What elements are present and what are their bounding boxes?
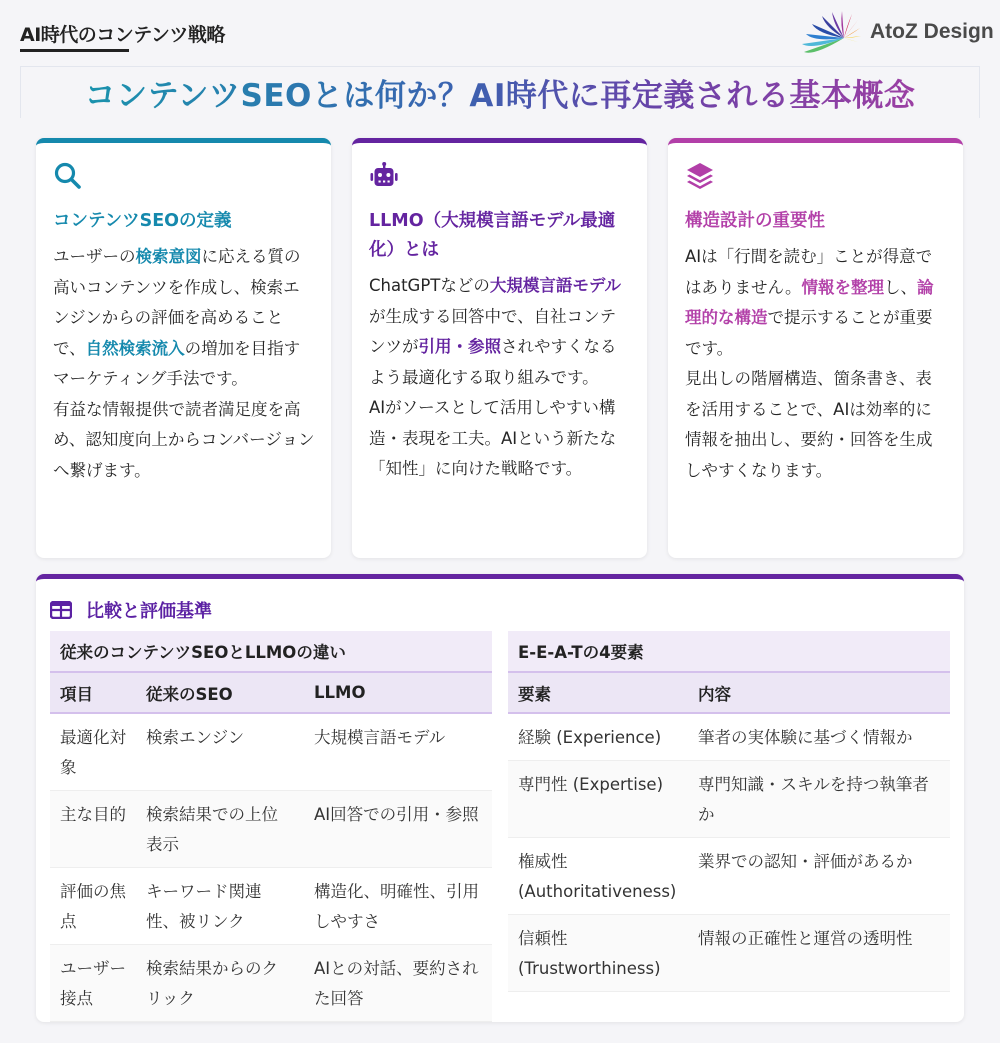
table-cell: 専門性 (Expertise) [508, 761, 688, 838]
body-text: 有益な情報提供で読者満足度を高め、認知度向上からコンバージョンへ繋げます。 [53, 399, 315, 480]
table-cell: AI回答での引用・参照 [304, 791, 492, 868]
table-row [508, 838, 950, 915]
table-cell: 信頼性 (Trustworthiness) [508, 915, 688, 992]
section-title-underline [20, 49, 129, 52]
seo-vs-llmo-table [50, 631, 492, 1022]
brand-logo[interactable] [800, 8, 994, 56]
card-structure-design [668, 138, 963, 558]
body-text: 見出しの階層構造、箇条書き、表を活用することで、AIは効率的に情報を抽出し、要約・回答を生成しやすくなります。 [685, 369, 933, 480]
table-cell: 情報の正確性と運営の透明性 [688, 915, 950, 992]
page-title: コンテンツSEOとは何か？AI時代に再定義される基本概念 [85, 70, 916, 115]
body-text: AIは「行間を読む」ことが得意ではありません。 [685, 247, 933, 297]
highlight-term: 検索意図 [135, 247, 202, 266]
eeat-table [508, 631, 950, 992]
body-text: されやすくなるよう最適化する取り組みです。 [369, 337, 617, 387]
comparison-title: 比較と評価基準 [86, 601, 212, 622]
card-body [369, 271, 631, 485]
highlight-term: 論理的な構造 [685, 277, 934, 327]
robot-icon [369, 161, 405, 197]
card-title: コンテンツSEOの定義 [53, 211, 232, 231]
table-cell: AIとの対話、要約された回答 [304, 945, 492, 1022]
card-title: LLMO（大規模言語モデル最適化）とは [369, 211, 616, 260]
flower-logo-icon [800, 8, 862, 56]
table-row [508, 761, 950, 838]
table-cell: 専門知識・スキルを持つ執筆者か [688, 761, 950, 838]
table-row [508, 713, 950, 761]
column-header: 従来のSEO [136, 672, 304, 713]
table-cell: 主な目的 [50, 791, 136, 868]
column-header: 要素 [508, 672, 688, 713]
table-row [50, 945, 492, 1022]
table-cell: 構造化、明確性、引用しやすさ [304, 868, 492, 945]
table-cell: キーワード関連性、被リンク [136, 868, 304, 945]
highlight-term: 大規模言語モデル [489, 276, 622, 295]
table-cell: 検索エンジン [136, 713, 304, 791]
table-cell: ユーザー接点 [50, 945, 136, 1022]
body-text: の増加を目指すマーケティング手法です。 [53, 338, 301, 388]
body-text: ChatGPTなどの [369, 276, 490, 295]
table-cell: 業界での認知・評価があるか [688, 838, 950, 915]
body-text: で提示することが重要です。 [685, 308, 933, 358]
table-caption: 従来のコンテンツSEOとLLMOの違い [50, 631, 492, 672]
table-row [508, 915, 950, 992]
table-cell: 検索結果からのクリック [136, 945, 304, 1022]
body-text: ユーザーの [53, 247, 136, 266]
brand-name: AtoZ Design [870, 20, 994, 43]
highlight-term: 自然検索流入 [85, 338, 185, 358]
body-text: AIがソースとして活用しやすい構造・表現を工夫。AIという新たな「知性」に向けた戦略です。 [369, 398, 617, 478]
comparison-section [36, 574, 964, 1022]
table-cell: 経験 (Experience) [508, 713, 688, 761]
table-icon [50, 601, 72, 619]
section-title: AI時代のコンテンツ戦略 [20, 24, 225, 46]
table-cell: 検索結果での上位表示 [136, 791, 304, 868]
column-header: 項目 [50, 672, 136, 713]
table-cell: 最適化対象 [50, 713, 136, 791]
column-header: 内容 [688, 672, 950, 713]
card-content-seo-definition [36, 138, 331, 558]
body-text: し、 [884, 277, 917, 297]
table-cell: 筆者の実体験に基づく情報か [688, 713, 950, 761]
body-text: が生成する回答中で、自社コンテンツが [369, 306, 617, 356]
table-cell: 大規模言語モデル [304, 713, 492, 791]
search-icon [53, 161, 89, 197]
highlight-term: 情報を整理 [801, 277, 884, 297]
body-text: に応える質の高いコンテンツを作成し、検索エンジンからの評価を高めることで、 [53, 247, 301, 358]
table-row [50, 713, 492, 791]
card-title: 構造設計の重要性 [685, 211, 825, 231]
table-caption: E-E-A-Tの4要素 [508, 631, 950, 672]
table-cell: 評価の焦点 [50, 868, 136, 945]
comparison-header [50, 597, 212, 623]
table-cell: 権威性 (Authoritativeness) [508, 838, 688, 915]
card-body [53, 242, 315, 486]
table-row [50, 791, 492, 868]
highlight-term: 引用・参照 [418, 337, 501, 356]
top-bar [0, 0, 1000, 62]
layers-icon [685, 161, 721, 197]
column-header: LLMO [304, 672, 492, 713]
hero-banner [20, 66, 980, 118]
table-row [50, 868, 492, 945]
card-llmo [352, 138, 647, 558]
card-body [685, 242, 947, 486]
